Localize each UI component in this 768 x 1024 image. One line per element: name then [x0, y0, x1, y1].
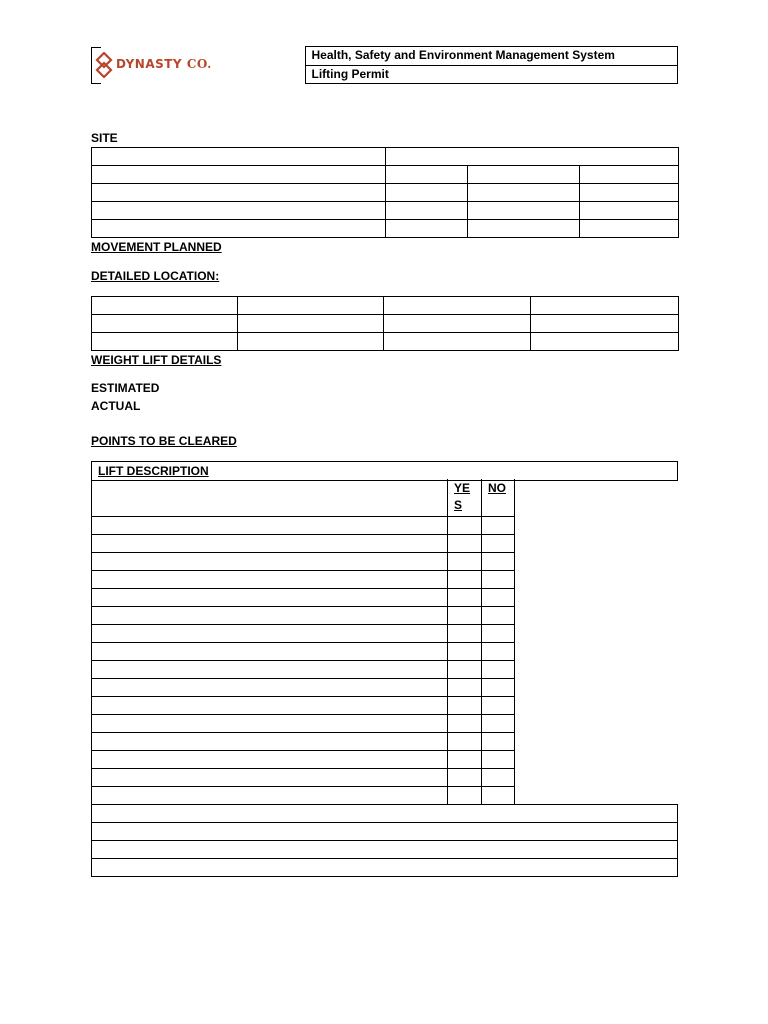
yes-checkbox-cell[interactable] — [448, 660, 482, 678]
yes-checkbox-cell[interactable] — [448, 588, 482, 606]
no-checkbox-cell[interactable] — [482, 570, 515, 588]
yes-checkbox-cell[interactable] — [448, 516, 482, 534]
remarks-row[interactable] — [92, 805, 678, 823]
location-cell[interactable] — [384, 315, 531, 333]
yes-checkbox-cell[interactable] — [448, 768, 482, 786]
checklist-item-cell[interactable] — [92, 534, 448, 552]
no-column-header: NO — [482, 479, 515, 516]
checklist-item-cell[interactable] — [92, 516, 448, 534]
yes-checkbox-cell[interactable] — [448, 642, 482, 660]
checklist-item-cell[interactable] — [92, 606, 448, 624]
no-checkbox-cell[interactable] — [482, 732, 515, 750]
company-logo-text: DYNASTY CO. — [116, 56, 212, 71]
no-checkbox-cell[interactable] — [482, 624, 515, 642]
site-cell[interactable] — [92, 184, 386, 202]
lift-description-label: LIFT DESCRIPTION — [98, 464, 209, 478]
yes-checkbox-cell[interactable] — [448, 534, 482, 552]
site-cell[interactable] — [386, 220, 468, 238]
yes-checkbox-cell[interactable] — [448, 606, 482, 624]
document-header — [91, 46, 678, 84]
site-cell[interactable] — [468, 184, 580, 202]
checklist-item-cell[interactable] — [92, 786, 448, 804]
location-cell[interactable] — [531, 315, 679, 333]
site-cell[interactable] — [580, 184, 679, 202]
site-cell[interactable] — [386, 202, 468, 220]
checklist-item-cell[interactable] — [92, 750, 448, 768]
yes-checkbox-cell[interactable] — [448, 624, 482, 642]
no-checkbox-cell[interactable] — [482, 714, 515, 732]
site-cell[interactable] — [468, 202, 580, 220]
location-cell[interactable] — [92, 333, 238, 351]
site-cell[interactable] — [386, 184, 468, 202]
checklist-table — [91, 479, 515, 805]
yes-checkbox-cell[interactable] — [448, 570, 482, 588]
system-title: Health, Safety and Environment Management System — [305, 47, 678, 66]
checklist-item-cell[interactable] — [92, 678, 448, 696]
no-checkbox-cell[interactable] — [482, 642, 515, 660]
yes-checkbox-cell[interactable] — [448, 750, 482, 768]
logo-cell — [91, 47, 305, 84]
site-table — [91, 147, 679, 238]
yes-checkbox-cell[interactable] — [448, 678, 482, 696]
no-checkbox-cell[interactable] — [482, 660, 515, 678]
location-cell[interactable] — [92, 297, 238, 315]
weight-lift-details-heading: WEIGHT LIFT DETAILS — [91, 353, 222, 367]
actual-label: ACTUAL — [91, 399, 141, 413]
remarks-row[interactable] — [92, 859, 678, 877]
no-checkbox-cell[interactable] — [482, 786, 515, 804]
checklist-item-cell[interactable] — [92, 768, 448, 786]
location-table — [91, 296, 679, 351]
location-cell[interactable] — [238, 333, 384, 351]
location-cell[interactable] — [531, 297, 679, 315]
no-checkbox-cell[interactable] — [482, 534, 515, 552]
checklist-item-cell[interactable] — [92, 570, 448, 588]
checklist-item-cell[interactable] — [92, 624, 448, 642]
remarks-table — [91, 804, 678, 877]
detailed-location-heading: DETAILED LOCATION: — [91, 269, 220, 283]
location-cell[interactable] — [238, 297, 384, 315]
location-cell[interactable] — [384, 297, 531, 315]
points-to-be-cleared-heading: POINTS TO BE CLEARED — [91, 434, 237, 448]
location-cell[interactable] — [531, 333, 679, 351]
no-checkbox-cell[interactable] — [482, 516, 515, 534]
no-checkbox-cell[interactable] — [482, 696, 515, 714]
no-checkbox-cell[interactable] — [482, 678, 515, 696]
checklist-item-cell[interactable] — [92, 714, 448, 732]
no-checkbox-cell[interactable] — [482, 588, 515, 606]
checklist-item-cell[interactable] — [92, 552, 448, 570]
site-cell[interactable] — [580, 220, 679, 238]
checklist-item-cell[interactable] — [92, 642, 448, 660]
site-cell[interactable] — [468, 166, 580, 184]
checklist-item-cell[interactable] — [92, 732, 448, 750]
document-title: Lifting Permit — [305, 65, 678, 84]
no-checkbox-cell[interactable] — [482, 750, 515, 768]
site-cell[interactable] — [92, 220, 386, 238]
yes-checkbox-cell[interactable] — [448, 714, 482, 732]
location-cell[interactable] — [238, 315, 384, 333]
movement-planned-heading: MOVEMENT PLANNED — [91, 240, 222, 254]
checklist-item-cell[interactable] — [92, 588, 448, 606]
yes-checkbox-cell[interactable] — [448, 696, 482, 714]
checklist-item-cell[interactable] — [92, 696, 448, 714]
yes-column-header: YE S — [448, 479, 482, 516]
site-cell[interactable] — [468, 220, 580, 238]
site-cell[interactable] — [580, 202, 679, 220]
remarks-row[interactable] — [92, 823, 678, 841]
no-checkbox-cell[interactable] — [482, 768, 515, 786]
lift-description-header — [91, 461, 678, 481]
site-cell[interactable] — [386, 148, 679, 166]
remarks-row[interactable] — [92, 841, 678, 859]
yes-checkbox-cell[interactable] — [448, 552, 482, 570]
yes-checkbox-cell[interactable] — [448, 786, 482, 804]
site-cell[interactable] — [580, 166, 679, 184]
site-cell[interactable] — [92, 202, 386, 220]
checklist-item-cell[interactable] — [92, 660, 448, 678]
site-cell[interactable] — [92, 166, 386, 184]
site-cell[interactable] — [386, 166, 468, 184]
checklist-header-item — [92, 479, 448, 516]
site-label: SITE — [91, 131, 118, 145]
yes-checkbox-cell[interactable] — [448, 732, 482, 750]
lift-description-cell — [92, 462, 678, 481]
dynasty-logo-icon — [95, 52, 113, 78]
no-checkbox-cell[interactable] — [482, 552, 515, 570]
estimated-label: ESTIMATED — [91, 381, 160, 395]
location-cell[interactable] — [384, 333, 531, 351]
site-cell[interactable] — [92, 148, 386, 166]
no-checkbox-cell[interactable] — [482, 606, 515, 624]
location-cell[interactable] — [92, 315, 238, 333]
